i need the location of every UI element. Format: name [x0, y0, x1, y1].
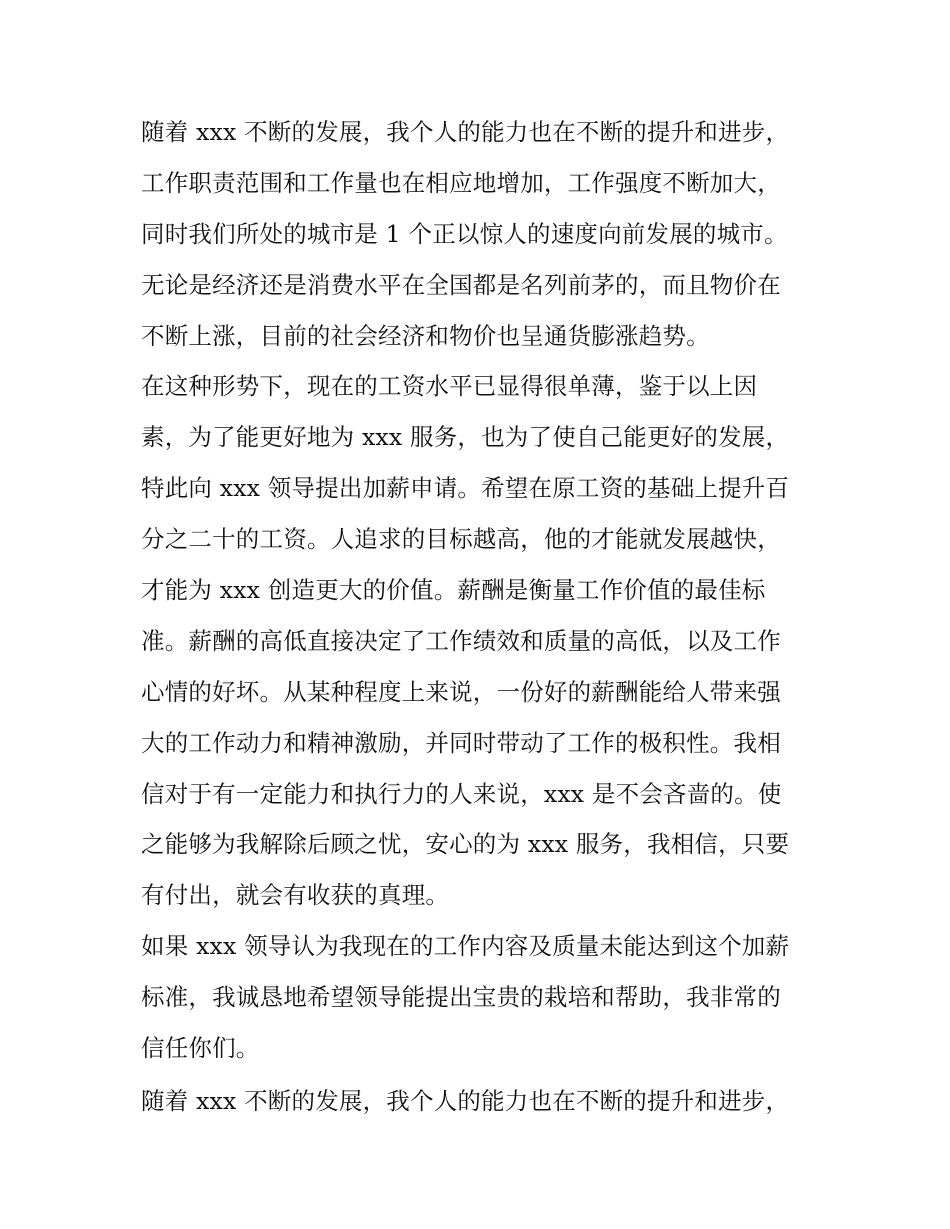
paragraph-2 — [141, 361, 821, 921]
document-body — [141, 107, 821, 1127]
text-line: 不断上涨，目前的社会经济和物价也呈通货膨涨趋势。 — [141, 321, 710, 350]
text-line: 无论是经济还是消费水平在全国都是名列前茅的，而且物价在 — [141, 270, 781, 299]
text-line: 如果 xxx 领导认为我现在的工作内容及质量未能达到这个加薪 — [141, 932, 790, 961]
text-line: 在这种形势下，现在的工资水平已显得很单薄，鉴于以上因 — [141, 372, 758, 401]
text-line: 有付出，就会有收获的真理。 — [141, 881, 450, 910]
text-line: 同时我们所处的城市是 1 个正以惊人的速度向前发展的城市。 — [141, 219, 788, 248]
text-line: 信任你们。 — [141, 1034, 260, 1063]
text-line: 之能够为我解除后顾之忧，安心的为 xxx 服务，我相信，只要 — [141, 830, 790, 859]
text-line: 分之二十的工资。人追求的目标越高，他的才能就发展越快， — [141, 525, 781, 554]
text-line: 随着 xxx 不断的发展，我个人的能力也在不断的提升和进步， — [141, 118, 790, 146]
text-line: 特此向 xxx 领导提出加薪申请。希望在原工资的基础上提升百 — [141, 474, 790, 503]
paragraph-3 — [141, 921, 821, 1074]
text-line: 大的工作动力和精神激励，并同时带动了工作的极积性。我相 — [141, 728, 781, 757]
text-line: 才能为 xxx 创造更大的价值。薪酬是衡量工作价值的最佳标 — [141, 576, 766, 605]
text-line: 工作职责范围和工作量也在相应地增加，工作强度不断加大， — [141, 168, 781, 197]
text-line: 随着 xxx 不断的发展，我个人的能力也在不断的提升和进步， — [141, 1086, 790, 1115]
paragraph-4 — [141, 1076, 821, 1127]
text-line: 素，为了能更好地为 xxx 服务，也为了使自己能更好的发展， — [141, 423, 790, 452]
text-line: 信对于有一定能力和执行力的人来说，xxx 是不会吝啬的。使 — [141, 779, 782, 808]
text-line: 标准，我诚恳地希望领导能提出宝贵的栽培和帮助，我非常的 — [141, 983, 781, 1012]
paragraph-1 — [141, 107, 821, 361]
text-line: 准。薪酬的高低直接决定了工作绩效和质量的高低，以及工作 — [141, 626, 781, 655]
text-line: 心情的好坏。从某种程度上来说，一份好的薪酬能给人带来强 — [141, 677, 781, 706]
